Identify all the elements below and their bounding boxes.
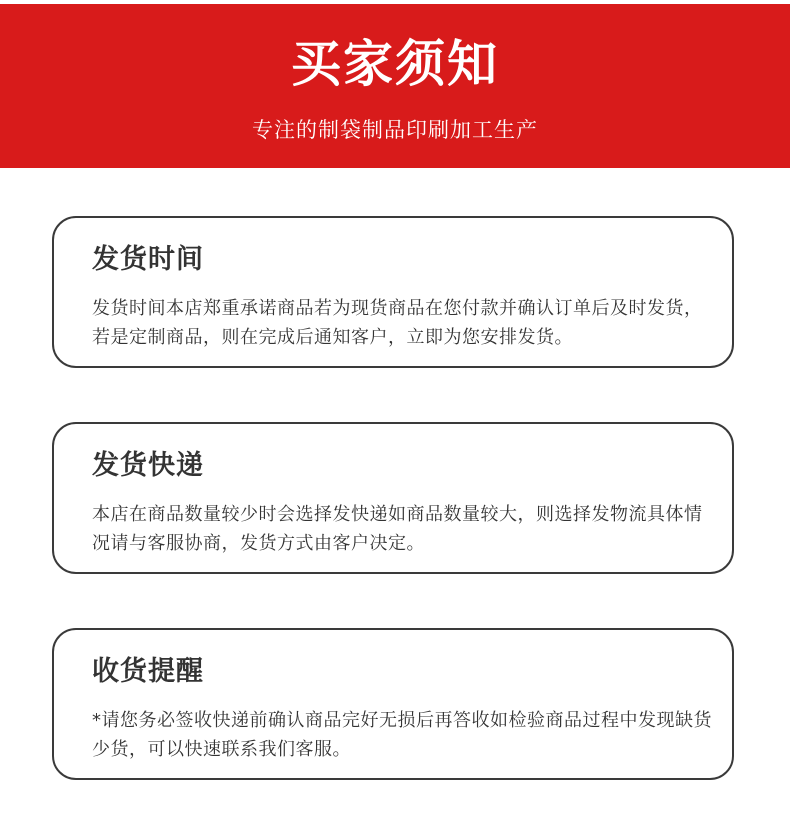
card-text: 本店在商品数量较少时会选择发快递如商品数量较大，则选择发物流具体情况请与客服协商，发货方式由客户决定。 — [92, 504, 703, 554]
page-title: 买家须知 — [291, 35, 499, 93]
shipping-courier-card — [52, 422, 734, 574]
card-text: *请您务必签收快递前确认商品完好无损后再答收如检验商品过程中发现缺货少货，可以快速联系我们客服。 — [92, 710, 712, 760]
card-title: 收货提醒 — [92, 656, 204, 687]
card-title: 发货快递 — [92, 450, 204, 481]
card-title: 发货时间 — [92, 244, 204, 275]
card-text: 发货时间本店郑重承诺商品若为现货商品在您付款并确认订单后及时发货，若是定制商品，则在完成后通知客户，立即为您安排发货。 — [92, 298, 703, 348]
page-subtitle: 专注的制袋制品印刷加工生产 — [252, 118, 538, 142]
receiving-reminder-card — [52, 628, 734, 780]
header-banner — [0, 4, 790, 168]
shipping-time-card — [52, 216, 734, 368]
